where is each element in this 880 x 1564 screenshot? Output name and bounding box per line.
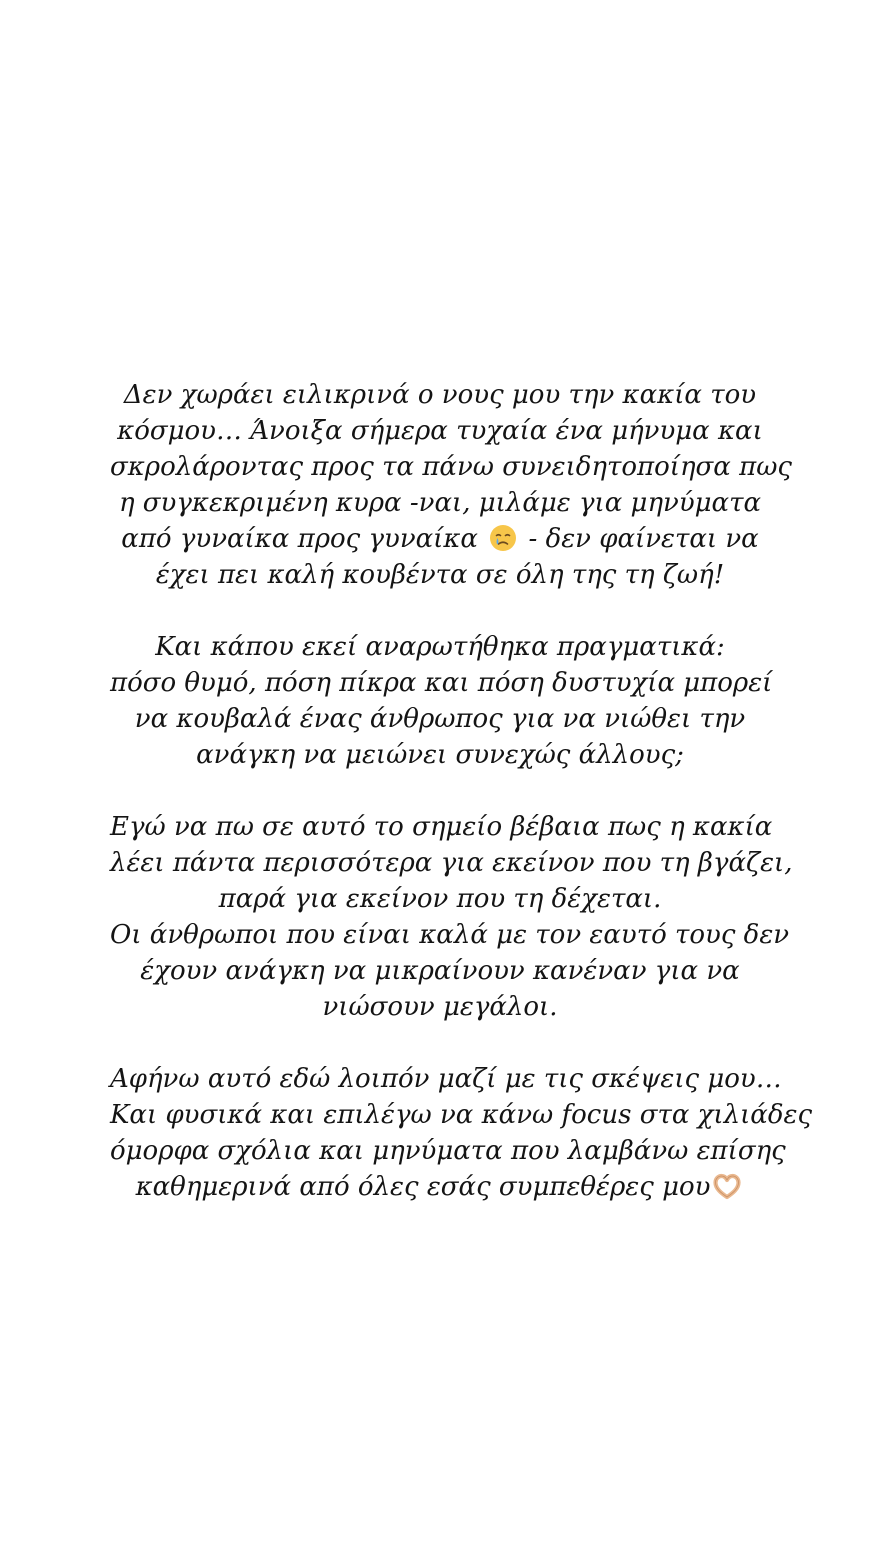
- text-line: Εγώ να πω σε αυτό το σημείο βέβαια πως η κακία: [110, 812, 773, 842]
- text-line: Οι άνθρωποι που είναι καλά με τον εαυτό τους δεν: [110, 920, 790, 950]
- text-line: παρά για εκείνον που τη δέχεται.: [218, 884, 662, 914]
- text-fragment: καθημερινά από όλες εσάς συμπεθέρες μου: [135, 1172, 711, 1202]
- text-line: Αφήνω αυτό εδώ λοιπόν μαζί με τις σκέψεις μου…: [110, 1064, 782, 1094]
- text-line: έχει πει καλή κουβέντα σε όλη της τη ζωή!: [155, 560, 725, 590]
- text-line: κόσμου… Άνοιξα σήμερα τυχαία ένα μήνυμα και: [117, 416, 763, 446]
- text-line: λέει πάντα περισσότερα για εκείνον που τη βγάζει,: [110, 848, 793, 878]
- text-line: πόσο θυμό, πόση πίκρα και πόση δυστυχία μπορεί: [110, 668, 773, 698]
- text-line: έχουν ανάγκη να μικραίνουν κανέναν για να: [140, 956, 740, 986]
- paragraph-2: [110, 629, 773, 773]
- text-line: νιώσουν μεγάλοι.: [322, 992, 558, 1022]
- paragraph-1: [110, 377, 792, 593]
- story-text: [110, 377, 812, 1241]
- text-line: η συγκεκριμένη κυρα -ναι, μιλάμε για μηνύματα: [118, 488, 762, 518]
- text-line: Και φυσικά και επιλέγω να κάνω focus στα χιλιάδες: [110, 1100, 812, 1130]
- heart-hands-emoji-icon: [712, 1171, 742, 1201]
- text-line: να κουβαλά ένας άνθρωπος για να νιώθει την: [134, 704, 746, 734]
- text-line-with-emoji: [110, 521, 770, 557]
- text-line: ανάγκη να μειώνει συνεχώς άλλους;: [196, 740, 684, 770]
- text-line: σκρολάροντας προς τα πάνω συνειδητοποίησα πως: [110, 452, 792, 482]
- crying-face-emoji-icon: [488, 523, 518, 553]
- text-fragment: - δεν φαίνεται να: [520, 524, 759, 554]
- paragraph-4: [110, 1061, 812, 1205]
- text-line-with-emoji: [110, 1169, 770, 1205]
- paragraph-3: [110, 809, 793, 1025]
- text-fragment: από γυναίκα προς γυναίκα: [121, 524, 487, 554]
- text-line: Δεν χωράει ειλικρινά ο νους μου την κακία του: [123, 380, 757, 410]
- text-line: Και κάπου εκεί αναρωτήθηκα πραγματικά:: [155, 632, 725, 662]
- text-line: όμορφα σχόλια και μηνύματα που λαμβάνω επίσης: [110, 1136, 786, 1166]
